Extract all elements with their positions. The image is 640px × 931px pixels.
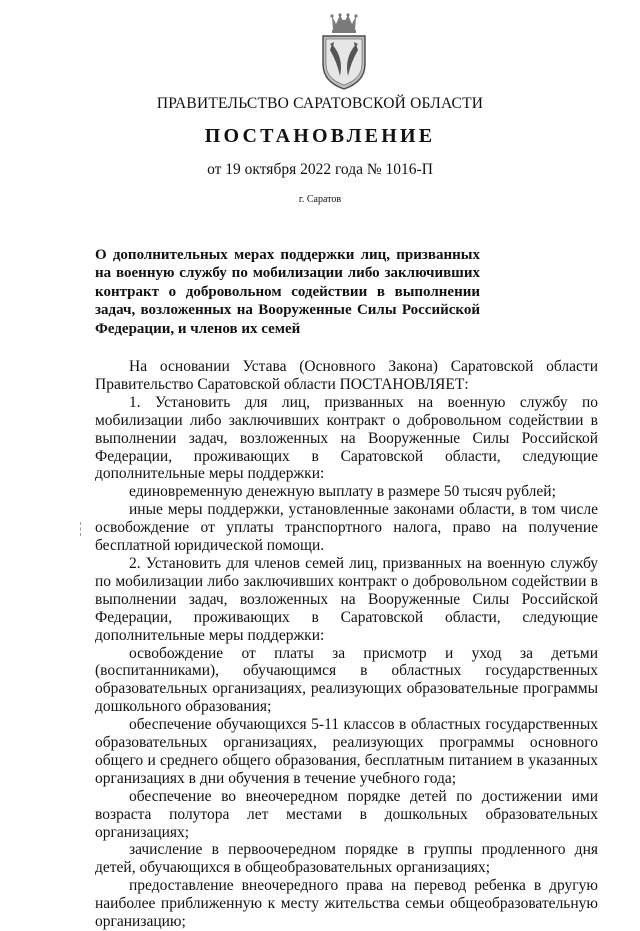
document-heading: О дополнительных мерах поддержки лиц, призванных на военную службу по мобилизации либо заключивших контракт о добровольном содействии в выполнении задач, возложенных на Вооруженные Силы Российской Федерации, и членов их семей <box>95 247 480 337</box>
document-type-title: ПОСТАНОВЛЕНИЕ <box>204 125 436 147</box>
paragraph-item-2-free-meals: обеспечение обучающихся 5-11 классов в областных государственных образовательных организациях, реализующих программы основного общего и среднего общего образования, бесплатным питанием в указанных организациях в дни обучения в течение учебного года; <box>95 716 598 787</box>
government-name: ПРАВИТЕЛЬСТВО САРАТОВСКОЙ ОБЛАСТИ <box>156 95 484 112</box>
scan-artifact <box>80 522 83 536</box>
document-date-number: от 19 октября 2022 года № 1016-П <box>207 161 433 178</box>
paragraph-item-2-preschool-fee: освобождение от платы за присмотр и уход за детьми (воспитанниками), обучающимся в областных государственных образовательных организациях, реализующих образовательные программы дошкольного образования; <box>95 644 598 716</box>
document-body <box>95 358 598 931</box>
paragraph-item-2: 2. Установить для членов семей лиц, призванных на военную службу по мобилизации либо заключивших контракт о добровольном содействии в выполнении задач, возложенных на Вооруженные Силы Российской Федерации, проживающих в Саратовской области, следующие дополнительные меры поддержки: <box>95 554 598 644</box>
paragraph-item-1-payment: единовременную денежную выплату в размере 50 тысяч рублей; <box>129 483 556 501</box>
paragraph-basis: На основании Устава (Основного Закона) Саратовской области Правительство Саратовской области ПОСТАНОВЛЯЕТ: <box>95 358 598 393</box>
document-city: г. Саратов <box>298 194 342 205</box>
paragraph-item-2-extended-day: зачисление в первоочередном порядке в группы продленного дня детей, обучающихся в общеобразовательных организациях; <box>95 841 598 877</box>
paragraph-item-2-school-transfer: предоставление внеочередного права на перевод ребенка в другую наиболее приближенную к месту жительства семьи общеобразовательную организацию; <box>95 877 598 931</box>
paragraph-item-2-preschool-places: обеспечение во внеочередном порядке детей по достижении ими возраста полутора лет местами в дошкольных образовательных организациях; <box>95 787 598 841</box>
paragraph-item-1-other-measures: иные меры поддержки, установленные законами области, в том числе освобождение от уплаты транспортного налога, право на получение бесплатной юридической помощи. <box>95 501 598 555</box>
paragraph-item-1: 1. Установить для лиц, призванных на военную службу по мобилизации либо заключивших контракт о добровольном содействии в выполнении задач, возложенных на Вооруженные Силы Российской Федерации, проживающих в Саратовской области, следующие дополнительные меры поддержки: <box>95 393 598 483</box>
saratov-region-coat-of-arms-icon <box>318 12 370 92</box>
